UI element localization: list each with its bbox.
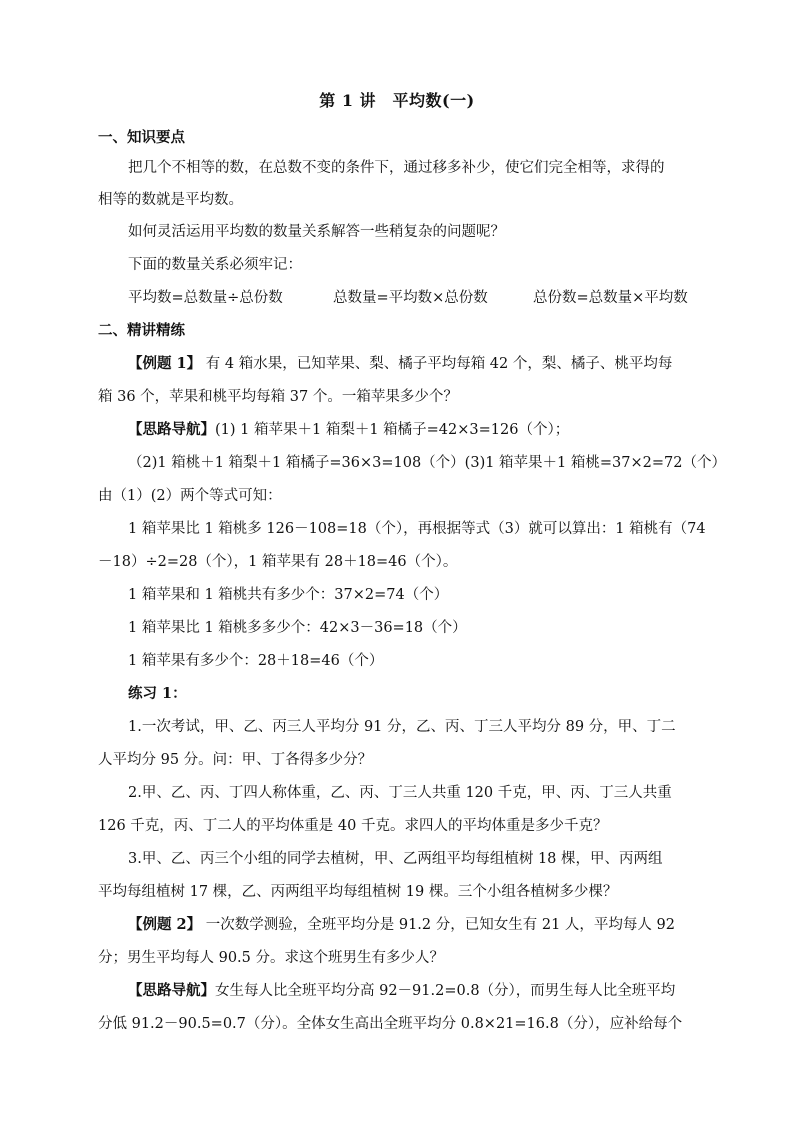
example2-guide-text-a: 女生每人比全班平均分高 92－91.2=0.8（分），而男生每人比全班平均 — [215, 983, 676, 999]
example2-text-a: 一次数学测验，全班平均分是 91.2 分，已知女生有 21 人，平均每人 92 — [201, 917, 675, 933]
practice1-q2-line2: 126 千克，丙、丁二人的平均体重是 40 千克。求四人的平均体重是多少千克？ — [98, 818, 608, 834]
example2-guide-line2: 分低 91.2－90.5=0.7（分）。全体女生高出全班平均分 0.8×21=16.8（分），应补给每个 — [98, 1016, 683, 1032]
practice1-q2-line1: 2.甲、乙、丙、丁四人称体重，乙、丙、丁三人共重 120 千克，甲、丙、丁三人共重 — [128, 785, 672, 801]
practice1-q1-line1: 1.一次考试，甲、乙、丙三人平均分 91 分，乙、丙、丁三人平均分 89 分，甲、丁二 — [128, 719, 676, 735]
practice1-heading: 练习 1： — [128, 685, 187, 702]
formula-count: 总份数=总数量×平均数 — [533, 290, 688, 306]
example1-guide-text-a: (1) 1 箱苹果＋1 箱梨＋1 箱橘子=42×3=126（个）； — [215, 422, 570, 438]
formula-total: 总数量=平均数×总份数 — [333, 290, 488, 306]
formula-row — [128, 287, 748, 309]
example1-guide-line5: －18）÷2=28（个），1 箱苹果有 28＋18=46（个）。 — [98, 554, 458, 570]
practice1-q3-line1: 3.甲、乙、丙三个小组的同学去植树，甲、乙两组平均每组植树 18 棵，甲、丙两组 — [128, 851, 663, 867]
example1-guide-line1 — [128, 419, 728, 441]
example1-guide-line2: （2)1 箱桃＋1 箱梨＋1 箱橘子=36×3=108（个）(3)1 箱苹果＋1 箱桃=37×2=72（个） — [128, 455, 726, 471]
example1-guide-line8: 1 箱苹果有多少个：28＋18=46（个） — [128, 653, 384, 669]
section-heading-knowledge: 一、知识要点 — [98, 129, 185, 146]
example2-tag: 【例题 2】 — [128, 916, 202, 933]
example2-line1 — [128, 914, 728, 936]
example1-line2: 箱 36 个，苹果和桃平均每箱 37 个。一箱苹果多少个？ — [98, 389, 458, 405]
section-heading-practice: 二、精讲精练 — [98, 322, 185, 339]
example1-guide-tag: 【思路导航】 — [128, 421, 215, 438]
example1-guide-line4: 1 箱苹果比 1 箱桃多 126－108=18（个），再根据等式（3）就可以算出：1 箱桃有（74 — [128, 521, 706, 537]
formula-average: 平均数=总数量÷总份数 — [128, 290, 283, 306]
practice1-q1-line2: 人平均分 95 分。问：甲、丁各得多少分？ — [98, 752, 373, 768]
example1-text-a: 有 4 箱水果，已知苹果、梨、橘子平均每箱 42 个，梨、橘子、桃平均每 — [201, 356, 673, 372]
page-title: 第 1 讲 平均数(一) — [319, 91, 475, 110]
paragraph-question: 如何灵活运用平均数的数量关系解答一些稍复杂的问题呢？ — [128, 224, 505, 240]
example1-guide-line3: 由（1）(2）两个等式可知： — [98, 488, 282, 504]
example1-line1 — [128, 353, 728, 375]
example1-guide-line7: 1 箱苹果比 1 箱桃多多少个：42×3－36=18（个） — [128, 620, 467, 636]
example1-tag: 【例题 1】 — [128, 355, 202, 372]
practice1-q3-line2: 平均每组植树 17 棵，乙、丙两组平均每组植树 19 棵。三个小组各植树多少棵？ — [98, 884, 618, 900]
example1-guide-line6: 1 箱苹果和 1 箱桃共有多少个：37×2=74（个） — [128, 587, 449, 603]
paragraph-remember: 下面的数量关系必须牢记： — [128, 257, 302, 273]
example2-guide-tag: 【思路导航】 — [128, 982, 215, 999]
paragraph-definition-line1: 把几个不相等的数，在总数不变的条件下，通过移多补少，使它们完全相等，求得的 — [128, 160, 665, 176]
example2-line2: 分；男生平均每人 90.5 分。求这个班男生有多少人？ — [98, 950, 445, 966]
example2-guide-line1 — [128, 980, 728, 1002]
paragraph-definition-line2: 相等的数就是平均数。 — [98, 192, 243, 208]
